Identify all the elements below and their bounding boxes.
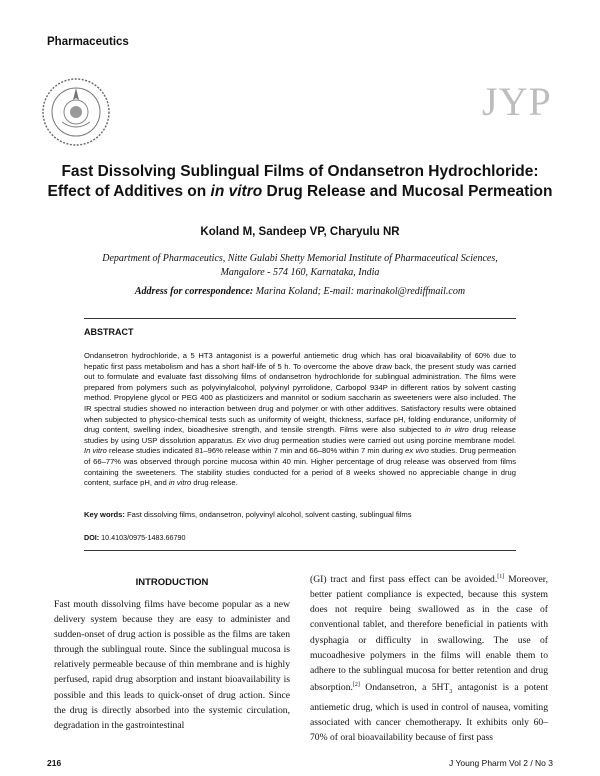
journal-citation: J Young Pharm Vol 2 / No 3 [449, 758, 553, 768]
introduction-column-1: Fast mouth dissolving films have become popular as a new delivery system because they are easy to administer and sudden-onset of drug action is possible as the films are taken through the sublingual route. Since the sublingual mucosa is relatively permeable because of thin membrane and is highly perfused, rapid drug absorption and instant bioavailability is possible and this leads to quick-onset of drug action. Since the drug is directly absorbed into the systemic circulation, degradation in the gastrointestinal [54, 599, 290, 731]
society-seal-icon [40, 76, 112, 148]
author-list: Koland M, Sandeep VP, Charyulu NR [200, 226, 400, 238]
abstract-text: Ondansetron hydrochloride, a 5 HT3 antagonist is a powerful antiemetic drug which has oral bioavailability of 60% due to hepatic first pass metabolism and has a short half-life of 5 h. To overcome the above draw back, the present study was carried out to formulate and evaluate fast dissolving films of ondansetron hydrochloride for sublingual administration. The films were prepared from polymers such as polyvinylalcohol, polyvinyl pyrrolidone, Carbopol 934P in different ratios by solvent casting method. Propylene glycol or PEG 400 as plasticizers and mannitol or sodium saccharin as sweeteners were also included. The IR spectral studies showed no interaction between drug and polymer or with other additives. Satisfactory results were obtained when subjected to physico-chemical tests such as uniformity of weight, thickness, surface pH, folding endurance, uniformity of drug content, swelling index, bioadhesive strength, and tensile strength. Films were also subjected to in vitro drug release studies by using USP dissolution apparatus. Ex vivo drug permeation studies were carried out using porcine membrane model. In vitro release studies indicated 81–96% release within 7 min and 66–80% within 7 min during ex vivo studies. Drug permeation of 66–77% was observed through porcine mucosa within 40 min. Higher percentage of drug release was observed from films containing the sweeteners. The stability studies conducted for a period of 8 weeks showed no appreciable change in drug content, surface pH, and in vitro drug release. [84, 351, 517, 488]
keywords: Key words: Fast dissolving films, ondansetron, polyvinyl alcohol, solvent casting, sublingual films [84, 510, 412, 519]
correspondence: Address for correspondence: Marina Koland; E-mail: marinakol@rediffmail.com [134, 286, 466, 297]
page-number: 216 [47, 758, 62, 768]
introduction-column-2: (GI) tract and first pass effect can be avoided.[1] Moreover, better patient compliance is expected, because this system does not require being swallowed as in the case of conventional tablet, and therefore beneficial in patients with dysphagia or difficulty in swallowing. The use of mucoadhesive polymers in the films will enable them to adhere to the sublingual mucosa for better retention and drug absorption.[2] Ondansetron, a $5HT_3$ antagonist is a potent antiemetic drug, which is used in control of nausea, vomiting associated with cancer chemotherapy. It exhibits only 60–70% of oral bioavailability because of first pass [310, 574, 548, 744]
article-title: Fast Dissolving Sublingual Films of Ondansetron Hydrochloride: Effect of Additives on in vitro Drug Release and Mucosal Permeation [47, 163, 553, 200]
introduction-heading: INTRODUCTION [135, 577, 209, 588]
journal-logo: JYP [482, 79, 552, 124]
abstract-heading: ABSTRACT [84, 327, 134, 337]
doi: DOI: 10.4103/0975-1483.66790 [84, 533, 186, 542]
abstract-bottom-divider [84, 550, 516, 551]
section-label: Pharmaceutics [47, 36, 129, 48]
affiliation: Department of Pharmaceutics, Nitte Gulabi Shetty Memorial Institute of Pharmaceutical Sciences, Mangalore - 574 160, Karnataka, India [102, 253, 498, 278]
abstract-top-divider [84, 318, 516, 319]
